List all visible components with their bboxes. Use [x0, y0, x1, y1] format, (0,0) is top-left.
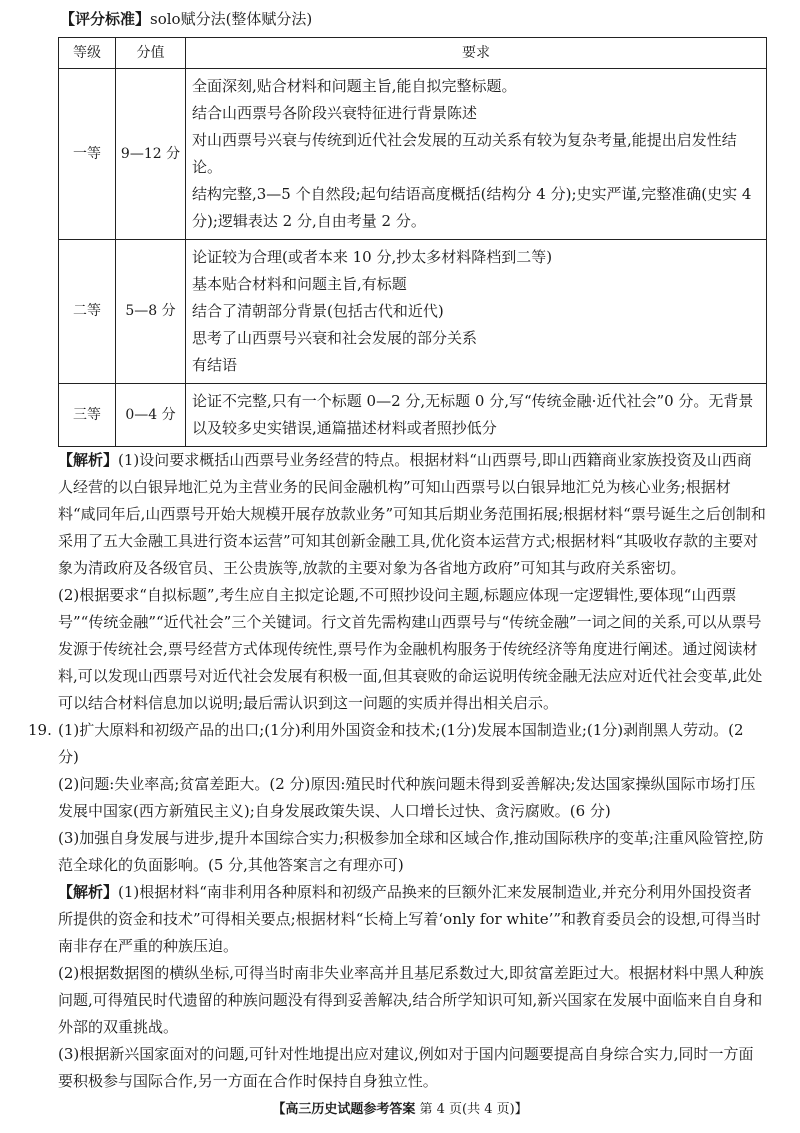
requirement-line: 论证不完整,只有一个标题 0—2 分,无标题 0 分,写“传统金融·近代社会”0 分。无背景以及较多史实错误,通篇描述材料或者照抄低分: [192, 392, 754, 437]
analysis-paragraph: [58, 879, 766, 960]
analysis-paragraph: (3)根据新兴国家面对的问题,可针对性地提出应对建议,例如对于国内问题要提高自身综合实力,同时一方面要积极参与国际合作,另一方面在合作时保持自身独立性。: [58, 1045, 754, 1090]
answer-paragraph: (1)扩大原料和初级产品的出口;(1分)利用外国资金和技术;(1分)发展本国制造业;(1分)剥削黑人劳动。(2 分): [58, 721, 744, 766]
answer-paragraph: (3)加强自身发展与进步,提升本国综合实力;积极参加全球和区域合作,推动国际秩序的变革;注重风险管控,防范全球化的负面影响。(5 分,其他答案言之有理亦可): [58, 829, 764, 874]
score-cell: 0—4 分: [116, 384, 186, 447]
requirement-line: 有结语: [192, 356, 238, 374]
page-body: [28, 6, 766, 1095]
analysis-paragraph: [58, 447, 766, 582]
rubric-row-first: [59, 69, 767, 240]
requirement-cell: [186, 69, 767, 240]
score-cell: 5—8 分: [116, 240, 186, 384]
analysis-paragraph: (2)根据要求“自拟标题”,考生应自主拟定论题,不可照抄设问主题,标题应体现一定逻辑性,要体现“山西票号”“传统金融”“近代社会”三个关键词。行文首先需构建山西票号与“传统金融”一词之间的关系,可以从票号发源于传统社会,票号经营方式体现传统性,票号作为金融机构服务于传统经济等角度进行阐述。通过阅读材料,可以发现山西票号对近代社会发展有积极一面,但其衰败的命运说明传统金融无法应对近代社会变革,此处可以结合材料信息加以说明;最后需认识到这一问题的实质并得出相关启示。: [58, 586, 763, 712]
footer-title: 【高三历史试题参考答案: [272, 1102, 416, 1117]
question-19-answers: [28, 717, 766, 879]
requirement-line: 思考了山西票号兴衰和社会发展的部分关系: [192, 329, 478, 347]
header-requirement: 要求: [186, 38, 767, 69]
scoring-tag: 【评分标准】: [60, 10, 151, 28]
rubric-table: [58, 37, 767, 447]
header-score: 分值: [116, 38, 186, 69]
requirement-line: 结构完整,3—5 个自然段;起句结语高度概括(结构分 4 分);史实严谨,完整准确(史实 4 分);逻辑表达 2 分,自由考量 2 分。: [192, 185, 752, 230]
scoring-method: solo赋分法(整体赋分法): [150, 10, 313, 28]
requirement-line: 基本贴合材料和问题主旨,有标题: [192, 275, 407, 293]
header-grade: 等级: [59, 38, 116, 69]
requirement-line: 结合了清朝部分背景(包括古代和近代): [192, 302, 444, 320]
requirement-cell: [186, 240, 767, 384]
analysis-text: (1)根据材料“南非利用各种原料和初级产品换来的巨额外汇来发展制造业,并充分利用外国投资者所提供的资金和技术”可得相关要点;根据材料“长椅上写着‘only for white’”和教育委员会的设想,可得当时南非存在严重的种族压迫。: [58, 883, 761, 955]
analysis-text: (1)设问要求概括山西票号业务经营的特点。根据材料“山西票号,即山西籍商业家族投资及山西商人经营的以白银异地汇兑为主营业务的民间金融机构”可知山西票号以白银异地汇兑为核心业务;根据材料“咸同年后,山西票号开始大规模开展存放款业务”可知其后期业务范围拓展;根据材料“票号诞生之后创制和采用了五大金融工具进行资本运营”可知其创新金融工具,优化资本运营方式;根据材料“其吸收存款的主要对象为清政府及各级官员、王公贵族等,放款的主要对象为各省地方政府”可知其与政府关系密切。: [58, 451, 766, 577]
analysis-tag: 【解析】: [58, 451, 119, 469]
score-cell: 9—12 分: [116, 69, 186, 240]
page-footer: [0, 1096, 800, 1123]
requirement-line: 论证较为合理(或者本来 10 分,抄太多材料降档到二等): [192, 248, 553, 266]
analysis-tag: 【解析】: [58, 883, 119, 901]
requirement-line: 全面深刻,贴合材料和问题主旨,能自拟完整标题。: [192, 77, 517, 95]
rubric-header-row: [59, 38, 767, 69]
footer-page: 第 4 页(共 4 页)】: [419, 1102, 528, 1117]
analysis-19: [58, 879, 766, 1095]
analysis-18: [58, 447, 766, 717]
analysis-paragraph: (2)根据数据图的横纵坐标,可得当时南非失业率高并且基尼系数过大,即贫富差距过大。根据材料中黑人种族问题,可得殖民时代遗留的种族问题没有得到妥善解决,结合所学知识可知,新兴国家在发展中面临来自自身和外部的双重挑战。: [58, 964, 764, 1036]
scoring-heading: [60, 6, 766, 33]
question-number: 19.: [28, 721, 52, 739]
grade-cell: 一等: [59, 69, 116, 240]
requirement-line: 结合山西票号各阶段兴衰特征进行背景陈述: [192, 104, 478, 122]
rubric-row-second: [59, 240, 767, 384]
grade-cell: 三等: [59, 384, 116, 447]
rubric-row-third: [59, 384, 767, 447]
answer-paragraph: (2)问题:失业率高;贫富差距大。(2 分)原因:殖民时代种族问题未得到妥善解决;发达国家操纵国际市场打压发展中国家(西方新殖民主义);自身发展政策失误、人口增长过快、贪污腐败。(6 分): [58, 775, 756, 820]
grade-cell: 二等: [59, 240, 116, 384]
requirement-line: 对山西票号兴衰与传统到近代社会发展的互动关系有较为复杂考量,能提出启发性结论。: [192, 131, 737, 176]
requirement-cell: [186, 384, 767, 447]
